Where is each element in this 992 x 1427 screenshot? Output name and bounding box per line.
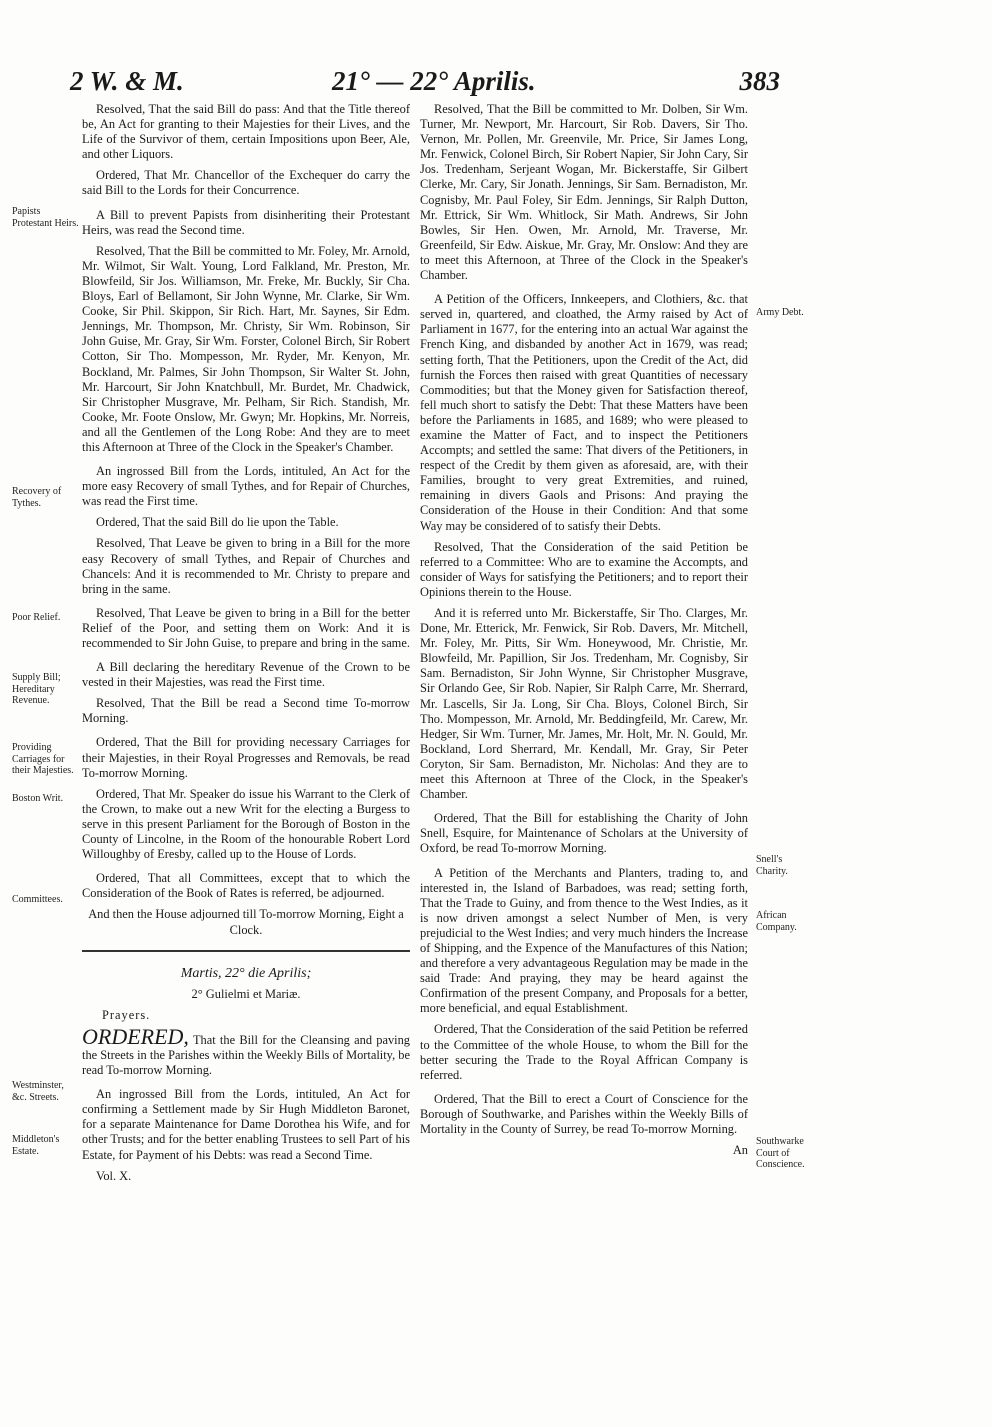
margin-note-papists: Papists Protestant Heirs. bbox=[12, 206, 79, 229]
section-divider bbox=[82, 950, 410, 952]
paragraph: A Bill declaring the hereditary Revenue of the Crown to be vested in their Majesties, was read the First time. bbox=[82, 660, 410, 690]
adjournment-line: And then the House adjourned till To-morrow Morning, Eight a Clock. bbox=[88, 907, 404, 937]
paragraph: Ordered, That Mr. Chancellor of the Exchequer do carry the said Bill to the Lords for their Concurrence. bbox=[82, 168, 410, 198]
header-dates: 21° — 22° Aprilis. bbox=[332, 66, 536, 96]
paragraph: Ordered, That the said Bill do lie upon the Table. bbox=[96, 515, 339, 530]
paragraph: Resolved, That the Consideration of the said Petition be referred to a Committee: Who are to examine the Accompts, and consider of Ways for satisfying the Petitioners; and to report their Opinions therein to the House. bbox=[420, 539, 748, 599]
margin-note-poor: Poor Relief. bbox=[12, 612, 61, 623]
paragraph: Resolved, That Leave be given to bring in a Bill for the more easy Recovery of small Tythes, and Repair of Churches and Chancels: And it is recommended to Mr. Christy to prepare and bring in the same. bbox=[82, 536, 410, 596]
page-number: 383 bbox=[739, 66, 780, 96]
margin-note-african: African Company. bbox=[756, 910, 797, 933]
margin-note-army: Army Debt. bbox=[756, 307, 804, 318]
left-column bbox=[82, 102, 410, 1190]
paragraph: Resolved, That Leave be given to bring in a Bill for the better Relief of the Poor, and setting them on Work: And it is recommended to Sir John Guise, to prepare and bring in the same. bbox=[82, 605, 410, 650]
paragraph: Ordered, That the Bill for providing necessary Carriages for their Majesties, in their Royal Progresses and Removals, be read To-morrow Morning. bbox=[82, 735, 410, 780]
margin-note-westminster: Westminster, &c. Streets. bbox=[12, 1080, 64, 1103]
paragraph: Ordered, That all Committees, except that to which the Consideration of the Book of Rates is referred, be adjourned. bbox=[82, 871, 410, 901]
header-regnal-year: 2 W. & M. bbox=[70, 66, 184, 96]
paragraph: Resolved, That the Bill be committed to Mr. Dolben, Sir Wm. Turner, Mr. Newport, Mr. Harcourt, Sir Rob. Davers, Sir Tho. Vernon, Mr. Pollen, Mr. Greenvile, Mr. Price, Sir James Long, Mr. Fenwick, Colonel Birch, Sir Robert Napier, Sir John Cary, Sir Jos. Tredenham, Serjeant Wogan, Mr. Bickerstaffe, Sir Gilbert Clerke, Mr. Cary, Sir Jonath. Jennings, Sir Sam. Bernadiston, Mr. Cognisby, Mr. Paul Foley, Sir Edm. Jennings, Sir Ralph Dutton, Mr. Ettrick, Sir Wm. Whitlock, Sir Math. Andrews, Sir John Bowles, Sir Hen. Owen, Mr. Arnold, Mr. Traverse, Mr. Greenfeild, Sir Edw. Aiskue, Mr. Gray, Mr. Onslow: And they are to meet this Afternoon, at Three of the Clock in the Speaker's Chamber. bbox=[420, 102, 748, 283]
margin-note-middleton: Middleton's Estate. bbox=[12, 1134, 60, 1157]
paragraph: Resolved, That the Bill be read a Second time To-morrow Morning. bbox=[82, 696, 410, 726]
catchword: An bbox=[732, 1143, 748, 1158]
paragraph-text: That the Bill for the Cleansing and paving the Streets in the Parishes within the Weekly Bills of Mortality, be read To-morrow Morning. bbox=[82, 1032, 410, 1078]
date-heading: Martis, 22° die Aprilis; bbox=[180, 965, 312, 981]
right-column bbox=[420, 102, 748, 1164]
paragraph: A Petition of the Merchants and Planters, trading to, and interested in, the Island of Barbadoes, was read; setting forth, That the Trade to Guiny, and from thence to the West Indies, as it is now driven amongst a select Number of Men, is very prejudicial to the West Indies; and very much hinders the Increase of Shipping, and the Expence of the Manufactures of this Nation; and therefore a very advantageous Regulation may be made in the said Trade: And praying, they may be heard against the Confirmation of the present Company, and Proposals for a better, more beneficial, and equal Establishment. bbox=[420, 865, 748, 1016]
paragraph: Ordered, That the Bill for establishing the Charity of John Snell, Esquire, for Maintenance of Scholars at the University of Oxford, be read To-morrow Morning. bbox=[420, 811, 748, 856]
paragraph: An ingrossed Bill from the Lords, intituled, An Act for confirming a Settlement made by Sir Hugh Middleton Baronet, for a separate Maintenance for Dame Dorothea his Wife, and for other Trusts; and for the better enabling Trustees to sell Part of his Estate, for Payment of his Debts: was read a Second Time. bbox=[82, 1087, 410, 1162]
margin-note-committees: Committees. bbox=[12, 894, 63, 905]
paragraph: Ordered, That the Consideration of the said Petition be referred to the Committee of the whole House, to whom the Bill for the better securing the Trade to the Royal Affrican Company is referred. bbox=[420, 1022, 748, 1082]
margin-note-southwarke: Southwarke Court of Conscience. bbox=[756, 1136, 805, 1171]
volume-mark: Vol. X. bbox=[96, 1168, 132, 1183]
margin-note-carriages: Providing Carriages for their Majesties. bbox=[12, 742, 74, 777]
paragraph: An ingrossed Bill from the Lords, intituled, An Act for the more easy Recovery of small Tythes, and for Repair of Churches, was read the First time. bbox=[82, 464, 410, 509]
paragraph bbox=[82, 1023, 410, 1078]
margin-note-tythes: Recovery of Tythes. bbox=[12, 486, 62, 509]
margin-note-boston: Boston Writ. bbox=[12, 793, 64, 804]
paragraph: Ordered, That the Bill to erect a Court of Conscience for the Borough of Southwarke, and Parishes within the Weekly Bills of Mortality in the County of Surrey, be read To-morrow Morning. bbox=[420, 1091, 748, 1136]
running-header bbox=[70, 66, 780, 100]
margin-note-supply: Supply Bill; Hereditary Revenue. bbox=[12, 672, 61, 707]
regnal-heading: 2° Gulielmi et Mariæ. bbox=[191, 986, 301, 1001]
margin-note-snell: Snell's Charity. bbox=[756, 854, 788, 877]
paragraph: And it is referred unto Mr. Bickerstaffe, Sir Tho. Clarges, Mr. Done, Mr. Etterick, Mr. Fenwick, Sir Rob. Davers, Mr. Mitchell, Mr. Foley, Mr. Pitts, Sir Wm. Honeywood, Mr. Christie, Mr. Blowfeild, Mr. Papillion, Sir Jos. Tredenham, Mr. Cognisby, Sir Sam. Bernadiston, Sir John Wynne, Sir Christopher Musgrave, Sir Orlando Gee, Sir Rob. Napier, Sir Ralph Carre, Mr. Sherrard, Mr. Lascells, Sir Ja. Long, Sir Cha. Bloys, Colonel Birch, Sir Tho. Mompesson, Mr. Arnold, Mr. Beddingfeild, Mr. Carew, Mr. Hedger, Sir Wm. Turner, Mr. James, Mr. Holt, Mr. N. Gould, Mr. Bockland, Lord Sherrard, Mr. Kendall, Mr. Gray, Sir Peter Coryton, Sir Sam. Bernadiston, Mr. Nicholas: And they are to meet this Afternoon at Three of the Clock, in the Speaker's Chamber. bbox=[420, 606, 748, 802]
paragraph: Resolved, That the Bill be committed to Mr. Foley, Mr. Arnold, Mr. Wilmot, Sir Walt. Young, Lord Falkland, Mr. Preston, Mr. Blowfeild, Sir Jos. Williamson, Mr. Freke, Mr. Buckly, Sir Cha. Bloys, Earl of Bellamont, Sir John Wynne, Mr. Clarke, Sir Wm. Cooke, Sir Phil. Skippon, Sir Rich. Hart, Mr. Saynes, Sir Edm. Jennings, Mr. Thompson, Mr. Christy, Sir Wm. Robinson, Sir John Guise, Mr. Gray, Sir Wm. Forster, Colonel Birch, Sir Robert Cotton, Sir Tho. Mompesson, Mr. Ryder, Mr. Kenyon, Mr. Bockland, Mr. Palmes, Sir John Thompson, Sir Walter St. John, Mr. Harcourt, Sir John Knatchbull, Mr. Burdet, Mr. Chadwick, Sir Christopher Musgrave, Mr. Pelham, Sir Rich. Standish, Mr. Cooke, Mr. Foote Onslow, Mr. Gwyn; Mr. Hopkins, Mr. Norreis, and all the Gentlemen of the Long Robe: And they are to meet this Afternoon at Three of the Clock in the Speaker's Chamber. bbox=[82, 243, 410, 454]
prayers-heading: Prayers. bbox=[102, 1007, 151, 1022]
paragraph: Ordered, That Mr. Speaker do issue his Warrant to the Clerk of the Crown, to make out a new Writ for the electing a Burgess to serve in this present Parliament for the Borough of Boston in the County of Lincolne, in the Room of the honourable Robert Lord Willoughby of Eresby, called up to the House of Lords. bbox=[82, 786, 410, 862]
paragraph: A Petition of the Officers, Innkeepers, and Clothiers, &c. that served in, quartered, and cloathed, the Army raised by Act of Parliament in 1677, for the entering into an actual War against the French King, and disbanded by another Act in 1679, was read; setting forth, That the Petitioners, upon the Credit of the Act, did furnish the Forces then raised with great Quantities of necessary Commodities; but that the Money given for Satisfaction thereof, fell much short to satisfy the Debt: That these Matters have been before the Parliaments in 1685, and 1689; who were pleased to examine the Matter of Fact, and to inspect the Petitioners Accompts; and settled the same: That divers of the Petitioners, in respect of the Credit by them given as aforesaid, are, with their Families, brought to very great Extremities, and ruined, remaining in divers Gaols and Prisons: And praying the Consideration of the House in their Condition: And that some Way may be considered of to satisfy their Debts. bbox=[420, 292, 748, 533]
paragraph: A Bill to prevent Papists from disinheriting their Protestant Heirs, was read the Second time. bbox=[82, 207, 410, 237]
paragraph: Resolved, That the said Bill do pass: And that the Title thereof be, An Act for granting to their Majesties for their Lives, and the Life of the Survivor of them, certain Impositions upon Beer, Ale, and other Liquors. bbox=[82, 102, 410, 162]
ordered-dropcap: ORDERED, bbox=[82, 1023, 189, 1049]
